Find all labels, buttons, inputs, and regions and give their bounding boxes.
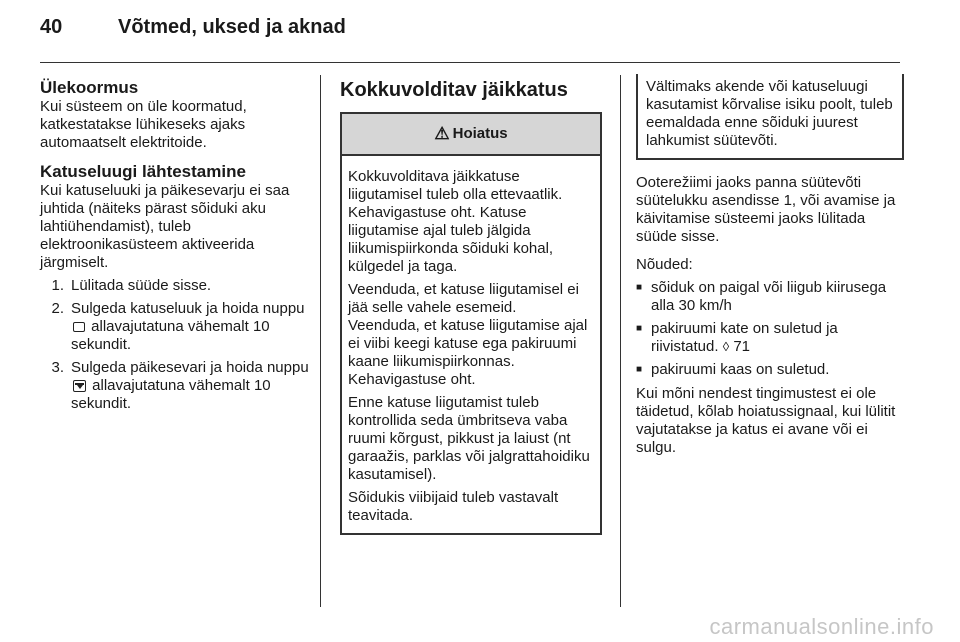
- page-number: 40: [40, 16, 63, 38]
- section-heading: Kokkuvolditav jäikkatus: [340, 79, 568, 101]
- sunshade-button-icon: [73, 380, 86, 392]
- watermark: carmanualsonline.info: [709, 614, 934, 639]
- page-header: [40, 16, 900, 50]
- column-divider-2: [620, 75, 621, 607]
- list-item: [40, 300, 312, 354]
- warning-paragraph: Kokkuvolditava jäikkatuse liigutamisel tuleb olla ettevaatlik. Kehavigastuse oht. Katuse liigutamise ajal tuleb jälgida liikumispiirkonda sõiduki kohal, külgedel ja taga.: [348, 168, 563, 275]
- overload-text: Kui süsteem on üle koormatud, katkestatakse lühikeseks ajaks automaatselt elektritoide.: [40, 98, 247, 151]
- warning-continued-text: Vältimaks akende või katuseluugi kasutamist kõrvalise isiku poolt, tuleb eemaldada enne sõiduki juurest lahkumist süütevõti.: [646, 78, 893, 149]
- requirement-text: [651, 320, 904, 356]
- list-item: [636, 361, 904, 379]
- column-divider-1: [320, 75, 321, 607]
- header-divider: [40, 62, 900, 63]
- bullet-icon: ■: [636, 323, 643, 334]
- bullet-icon: ■: [636, 364, 643, 375]
- warning-paragraph: Sõidukis viibijaid tuleb vastavalt teavitada.: [348, 489, 559, 524]
- requirement-text: sõiduk on paigal või liigub kiirusega alla 30 km/h: [651, 279, 887, 314]
- page-title: Võtmed, uksed ja aknad: [118, 16, 346, 38]
- overload-heading: Ülekoormus: [40, 78, 139, 97]
- page-ref-icon: ◊: [722, 339, 730, 354]
- standby-text: Ooterežiimi jaoks panna süütevõti süütelukku asendisse 1, või avamise ja käivitamise süsteemi jaoks lülitada süüde sisse.: [636, 174, 896, 245]
- requirement-text-main: pakiruumi kate on suletud ja riivistatud.: [651, 320, 838, 355]
- step-text: [71, 359, 312, 413]
- step-text-before: Sulgeda päikesevari ja hoida nuppu: [71, 359, 309, 376]
- step-number: 1.: [51, 277, 64, 294]
- right-column: [636, 78, 904, 457]
- middle-column: [340, 78, 602, 535]
- init-heading: Katuseluugi lähtestamine: [40, 162, 246, 181]
- list-item: [40, 277, 312, 295]
- requirements-list: [636, 279, 904, 379]
- sunroof-button-icon: [73, 322, 85, 332]
- list-item: [636, 320, 904, 356]
- bullet-icon: ■: [636, 282, 643, 293]
- step-text-after: allavajutatuna vähemalt 10 sekundit.: [71, 318, 270, 353]
- warning-triangle-icon: ⚠: [434, 124, 450, 143]
- step-text: Lülitada süüde sisse.: [71, 277, 212, 294]
- requirements-heading: Nõuded:: [636, 256, 693, 273]
- requirement-text: pakiruumi kaas on suletud.: [651, 361, 830, 378]
- step-text: [71, 300, 312, 354]
- step-number: 3.: [51, 359, 64, 376]
- step-number: 2.: [51, 300, 64, 317]
- warning-header: [342, 112, 600, 156]
- warning-body: [342, 156, 600, 533]
- list-item: [636, 279, 904, 315]
- warning-paragraph: Veenduda, et katuse liigutamisel ei jää selle vahele esemeid. Veenduda, et katuse liigutamise ajal ei viibi keegi katuse ega pakiruumi kaane liikumispiirkonnas. Kehavigastuse oht.: [348, 281, 588, 388]
- footer-text: Kui mõni nendest tingimustest ei ole täidetud, kõlab hoiatussignaal, kui lülitit vajutatakse ja katus ei avane või ei sulgu.: [636, 385, 896, 456]
- page-ref[interactable]: 71: [733, 338, 750, 355]
- list-item: [40, 359, 312, 413]
- step-text-after: allavajutatuna vähemalt 10 sekundit.: [71, 377, 271, 412]
- warning-box: [340, 112, 602, 535]
- step-text-before: Sulgeda katuseluuk ja hoida nuppu: [71, 300, 305, 317]
- left-column: [40, 78, 312, 413]
- warning-box-continued: [636, 74, 904, 160]
- warning-title: Hoiatus: [452, 125, 508, 142]
- init-steps-list: [40, 277, 312, 413]
- warning-paragraph: Enne katuse liigutamist tuleb kontrollida seda ümbritseva vaba ruumi kõrgust, pikkust ja laiust (nt garaažis, parklas või jalgrattahoidiku kasutamisel).: [348, 394, 590, 483]
- init-text: Kui katuseluuki ja päikesevarju ei saa juhtida (näiteks pärast sõiduki aku lahtiühendamist), tuleb elektroonikasüsteem aktiveerida järgmiselt.: [40, 182, 290, 271]
